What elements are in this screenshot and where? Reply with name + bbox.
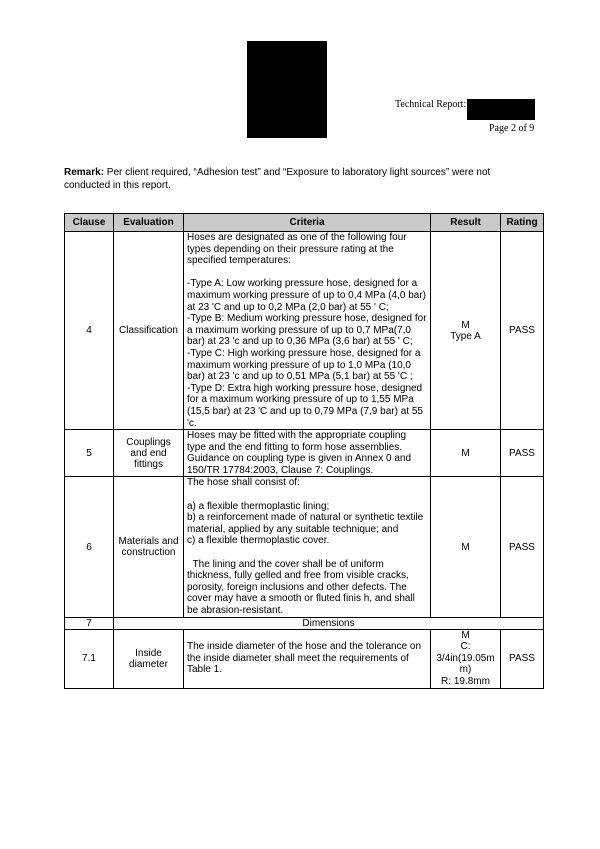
remark-paragraph <box>64 166 534 192</box>
clause-cell: 7.1 <box>65 629 114 688</box>
clause-cell: 7 <box>65 617 114 629</box>
criteria-text: Hoses may be fitted with the appropriate coupling type and the end fitting to form hose assemblies. Guidance on coupling type is given in Annex 0 and 150/TR 17784:2003, Clause 7: Couplings. <box>187 430 414 476</box>
clause-cell: 5 <box>65 430 114 477</box>
criteria-cell <box>184 430 431 477</box>
table-row <box>65 477 544 617</box>
table-header-row <box>65 214 544 232</box>
criteria-text: The hose shall consist of: a) a flexible thermoplastic lining; b) a reinforcement made of natural or synthetic textile material, applied by any suitable technique; and c) a flexible thermoplastic cover. The lining and the cover shall be of uniform thickness, fully gelled and free from visible cracks, porosity, foreign inclusions and other defects. The cover may have a smooth or fluted finis h, and shall be abrasion-resistant. <box>187 477 424 616</box>
header-criteria: Criteria <box>184 214 431 232</box>
remark-label: Remark: <box>64 167 105 178</box>
result-cell: M <box>431 430 501 477</box>
remark-text: Per client required, “Adhesion test” and “Exposure to laboratory light sources” were not conducted in this report. <box>64 167 491 191</box>
table-row <box>65 629 544 688</box>
result-cell: M C: 3/4in(19.05m m) R: 19.8mm <box>431 629 501 688</box>
criteria-cell <box>184 629 431 688</box>
criteria-cell <box>184 477 431 617</box>
rating-cell: PASS <box>501 430 544 477</box>
table-row <box>65 232 544 430</box>
clause-cell: 4 <box>65 232 114 430</box>
rating-cell: PASS <box>501 232 544 430</box>
criteria-text: The inside diameter of the hose and the tolerance on the inside diameter shall meet the requirements of Table 1. <box>187 641 424 676</box>
result-cell: M <box>431 477 501 617</box>
clause-cell: 6 <box>65 477 114 617</box>
rating-cell: PASS <box>501 477 544 617</box>
header-evaluation: Evaluation <box>114 214 184 232</box>
criteria-table <box>64 213 544 689</box>
report-label: Technical Report: <box>395 99 467 110</box>
criteria-text: Hoses are designated as one of the following four types depending on their pressure rating at the specified temperatures: -Type A: Low working pressure hose, designed for a maximum working pressure of up to 0,4 MPa (4,0 bar) at 23 'C and up to 0,2 MPa (2,0 bar) at 55 ' C; -Type B: Medium working pressure hose, designed for a maximum working pressure of up to 0,7 MPa(7,0 bar) at 23 'c and up to 0,36 MPa (3,6 bar) at 55 ' C; -Type C: High working pressure hose, designed for a maximum working pressure of up to 1,0 MPa (10,0 bar) at 23 'c and up to 0,51 MPa (5,1 bar) at 55 'C ; -Type D: Extra high working pressure hose, designed for a maximum working pressure of up to 1,55 MPa (15,5 bar) at 23 'C and up to 0,79 MPa (7,9 bar) at 55 'c. <box>187 232 427 429</box>
evaluation-cell: Materials and construction <box>114 477 184 617</box>
page-number: Page 2 of 9 <box>489 123 535 134</box>
result-cell: M Type A <box>431 232 501 430</box>
rating-cell: PASS <box>501 629 544 688</box>
section-title: Dimensions <box>114 617 544 629</box>
criteria-cell <box>184 232 431 430</box>
evaluation-cell: Classification <box>114 232 184 430</box>
section-row <box>65 617 544 629</box>
company-logo-redacted <box>247 41 327 138</box>
header-clause: Clause <box>65 214 114 232</box>
evaluation-cell: Couplings and end fittings <box>114 430 184 477</box>
header-result: Result <box>431 214 501 232</box>
report-number-redacted <box>467 99 535 120</box>
table-row <box>65 430 544 477</box>
header-rating: Rating <box>501 214 544 232</box>
evaluation-cell: Inside diameter <box>114 629 184 688</box>
